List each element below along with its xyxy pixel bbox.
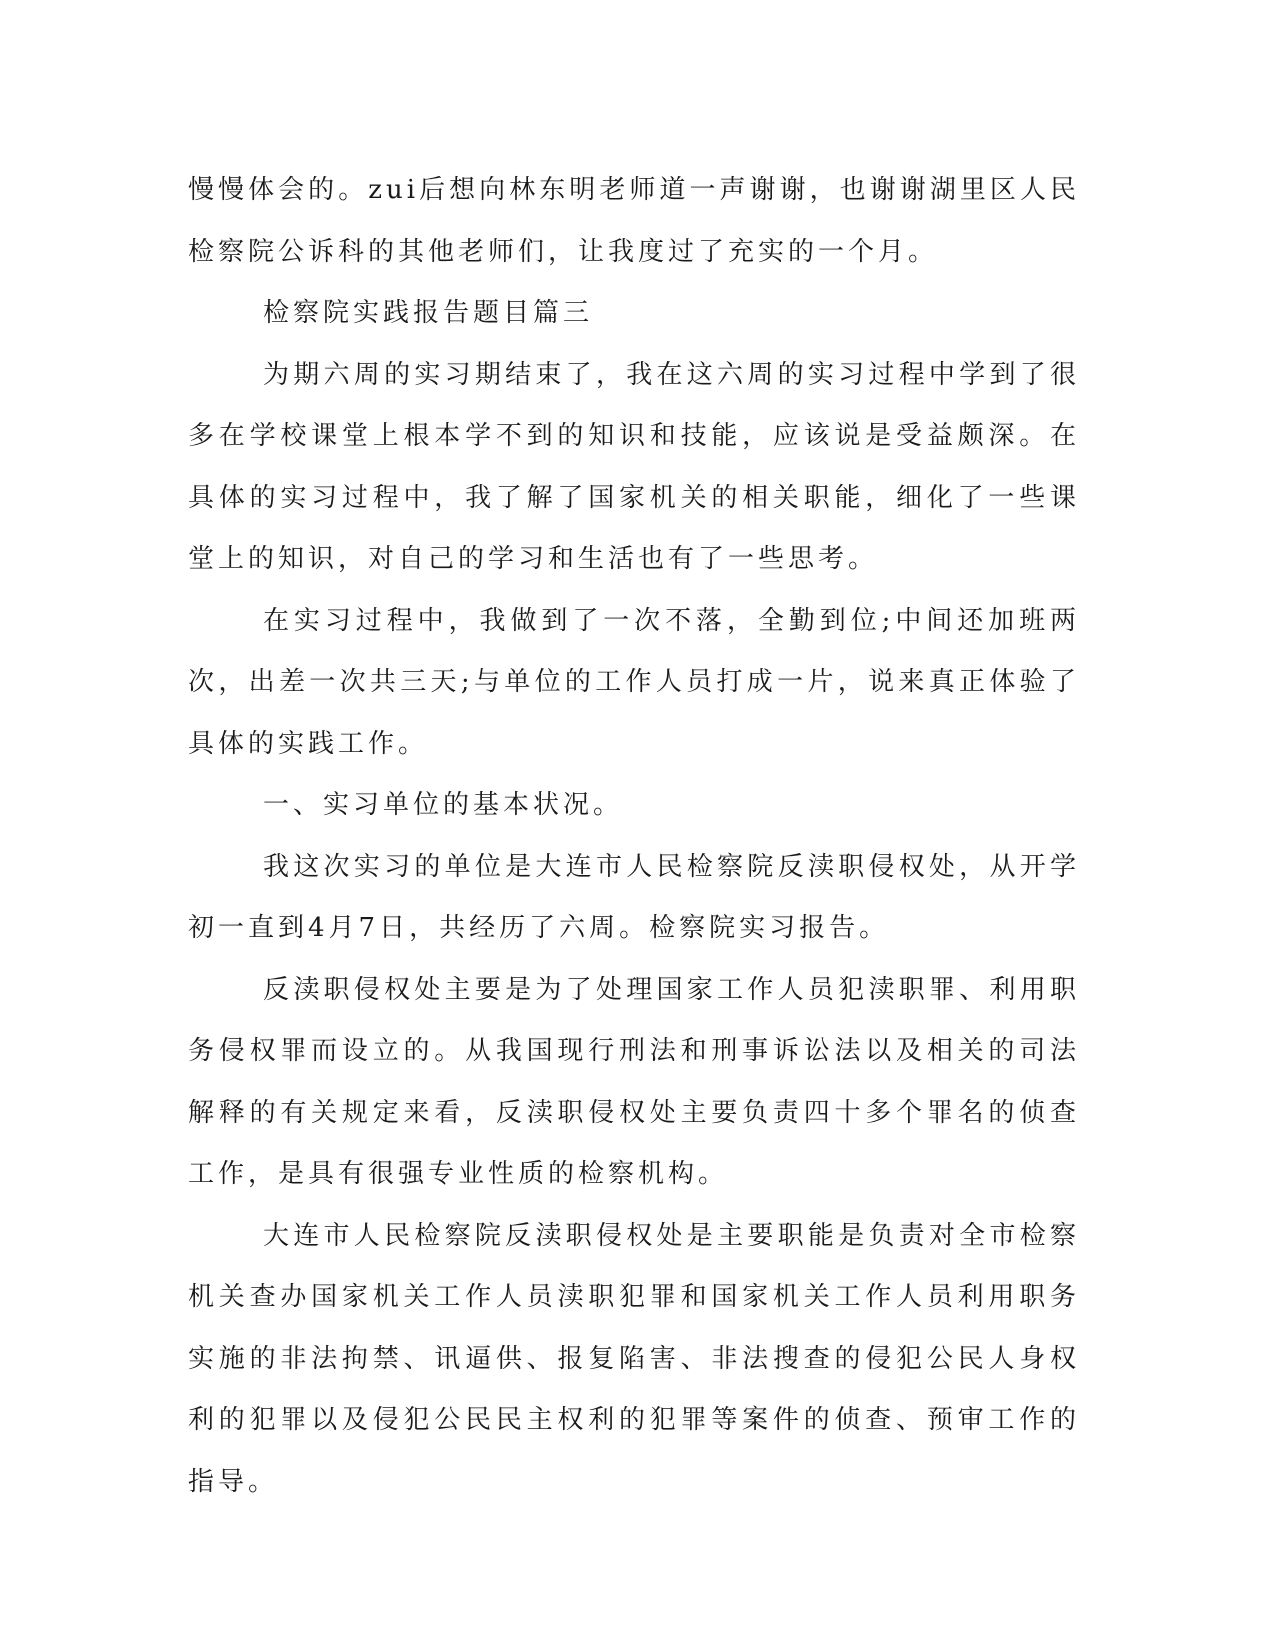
document-body (188, 160, 1080, 1513)
subsection-heading: 一、实习单位的基本状况。 (263, 790, 624, 820)
paragraph-3: 在实习过程中，我做到了一次不落，全勤到位;中间还加班两次，出差一次共三天;与单位的工作人员打成一片，说来真正体验了具体的实践工作。 (188, 605, 1080, 759)
paragraph-2: 为期六周的实习期结束了，我在这六周的实习过程中学到了很多在学校课堂上根本学不到的知识和技能，应该说是受益颇深。在具体的实习过程中，我了解了国家机关的相关职能，细化了一些课堂上的知识，对自己的学习和生活也有了一些思考。 (188, 359, 1080, 574)
section-heading: 检察院实践报告题目篇三 (263, 298, 594, 328)
paragraph-6: 大连市人民检察院反渎职侵权处是主要职能是负责对全市检察机关查办国家机关工作人员渎职犯罪和国家机关工作人员利用职务实施的非法拘禁、讯逼供、报复陷害、非法搜查的侵犯公民人身权利的犯罪以及侵犯公民民主权利的犯罪等案件的侦查、预审工作的指导。 (188, 1220, 1080, 1497)
paragraph-1: 慢慢体会的。zui后想向林东明老师道一声谢谢，也谢谢湖里区人民检察院公诉科的其他老师们，让我度过了充实的一个月。 (188, 175, 1080, 267)
paragraph-4: 我这次实习的单位是大连市人民检察院反渎职侵权处，从开学初一直到4月7日，共经历了六周。检察院实习报告。 (188, 851, 1080, 943)
paragraph-5: 反渎职侵权处主要是为了处理国家工作人员犯渎职罪、利用职务侵权罪而设立的。从我国现行刑法和刑事诉讼法以及相关的司法解释的有关规定来看，反渎职侵权处主要负责四十多个罪名的侦查工作，是具有很强专业性质的检察机构。 (188, 974, 1080, 1189)
